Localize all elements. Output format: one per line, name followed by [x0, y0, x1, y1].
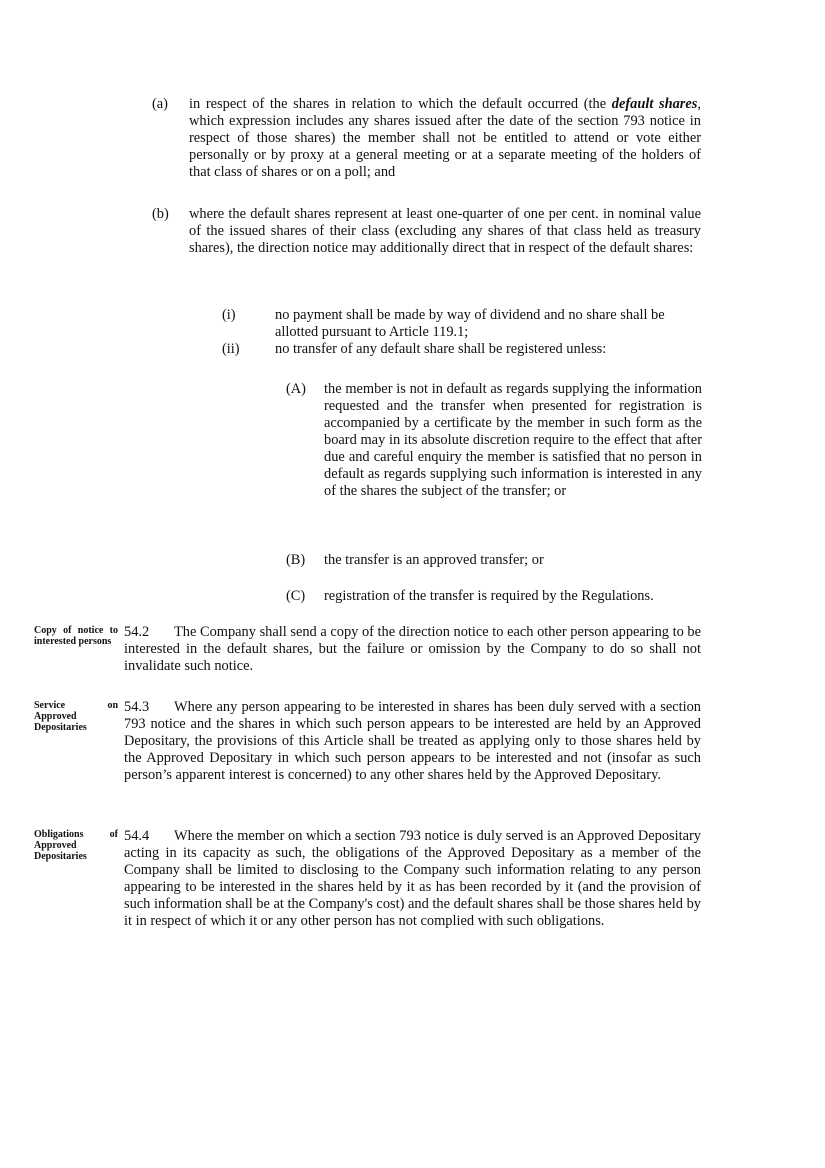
defined-term-default-shares: default shares [611, 96, 698, 112]
clause-54-3 [124, 699, 701, 784]
clause-54-2-number: 54.2 [124, 624, 150, 640]
margin-note-obligations-of-depositaries: Obligations of Approved Depositaries [34, 829, 118, 862]
paragraph-a-label: (a) [152, 96, 168, 112]
paragraph-b [152, 206, 701, 257]
clause-54-2 [124, 624, 701, 675]
condition-a-text: the member is not in default as regards supplying the information requested and the transfer when presented for registration is accompanied by a certificate by the member in such form as the board may in its absolute discretion require to the effect that after due and careful enquiry the member is satisfied that no person in default as regards supplying such information is interested in any of the shares the subject of the transfer; or [324, 381, 702, 499]
condition-b-label: (B) [286, 552, 306, 568]
paragraph-a-text-before: in respect of the shares in relation to which the default occurred (the [189, 96, 612, 112]
margin-note-service-on-depositaries: Service on Approved Depositaries [34, 700, 118, 733]
condition-a-label: (A) [286, 381, 306, 397]
margin-note-copy-of-notice: Copy of notice to interested persons [34, 625, 118, 647]
sub-item-ii-text: no transfer of any default share shall be registered unless: [275, 341, 607, 357]
condition-a [286, 381, 702, 500]
condition-c-label: (C) [286, 588, 306, 604]
paragraph-b-text: where the default shares represent at least one-quarter of one per cent. in nominal value of the issued shares of their class (excluding any shares of that class held as treasury shares), the direction notice may additionally direct that in respect of the default shares: [189, 206, 701, 256]
condition-b [286, 552, 702, 569]
clause-54-4 [124, 828, 701, 930]
clause-54-4-text: Where the member on which a section 793 notice is duly served is an Approved Depositary acting in its capacity as such, the obligations of the Approved Depositary as a member of the Company shall be limited to disclosing to the Company such information relating to any person appearing to be interested in the shares held by it as has been recorded by it (and the provision of such information shall be at the Company's cost) and the default shares shall be those shares held by it in respect of which it or any other person has not complied with such obligations. [124, 828, 701, 929]
clause-54-3-number: 54.3 [124, 699, 150, 715]
sub-item-i-label: (i) [222, 307, 236, 323]
sub-item-ii-label: (ii) [222, 341, 240, 357]
condition-b-text: the transfer is an approved transfer; or [324, 552, 544, 568]
condition-c [286, 588, 702, 605]
clause-54-2-text: The Company shall send a copy of the direction notice to each other person appearing to be interested in the default shares, but the failure or omission by the Company to do so shall not invalidate such notice. [124, 624, 701, 674]
paragraph-b-label: (b) [152, 206, 169, 222]
paragraph-a-text-after: , which expression includes any shares issued after the date of the section 793 notice in respect of those shares) the member shall not be entitled to attend or vote either personally or by proxy at a general meeting or at a separate meeting of the holders of that class of shares or on a poll; and [189, 96, 701, 180]
condition-c-text: registration of the transfer is required by the Regulations. [324, 588, 654, 604]
sub-item-i [222, 307, 672, 341]
paragraph-a-body [189, 96, 701, 181]
clause-54-3-text: Where any person appearing to be interested in shares has been duly served with a section 793 notice and the shares in which such person appears to be interested are held by an Approved Depositary, the provisions of this Article shall be treated as applying only to those shares held by the Approved Depositary in which such person appears to be interested and not (insofar as such person’s apparent interest is concerned) to any other shares held by the Approved Depositary. [124, 699, 701, 783]
sub-item-i-text: no payment shall be made by way of dividend and no share shall be allotted pursuant to Article 119.1; [275, 307, 665, 340]
sub-item-ii [222, 341, 672, 358]
paragraph-a [152, 96, 701, 181]
clause-54-4-number: 54.4 [124, 828, 150, 844]
